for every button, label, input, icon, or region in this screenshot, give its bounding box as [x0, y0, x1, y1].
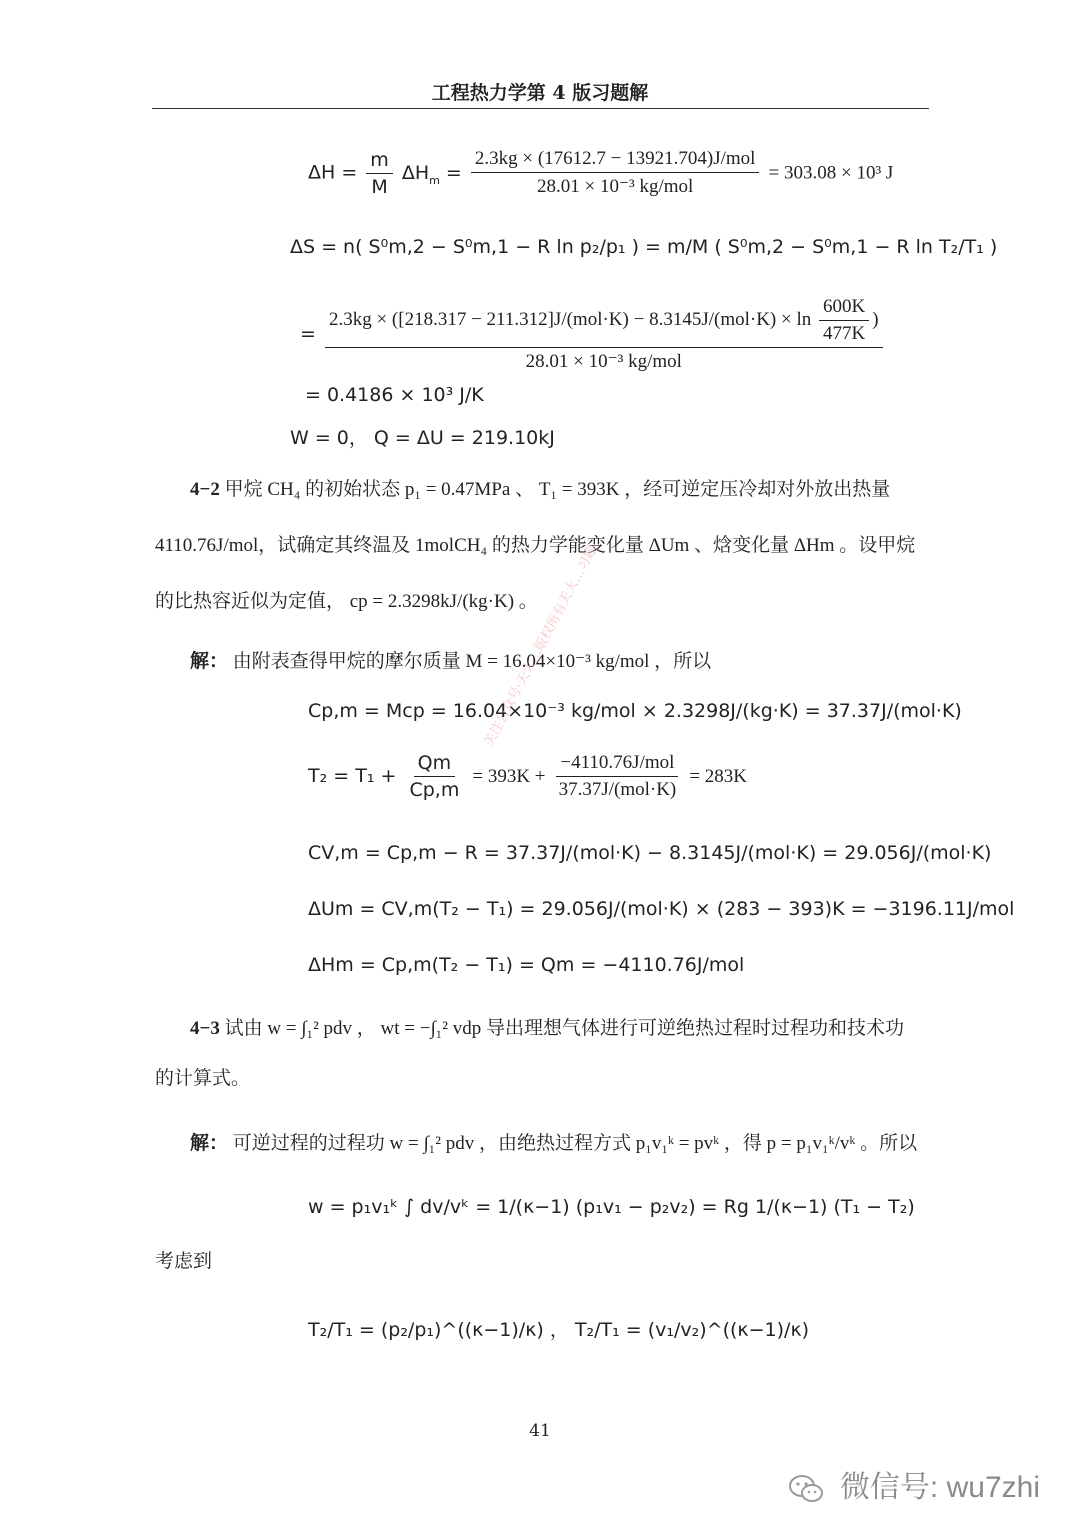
- eq-t2-cpm: Cp,m: [409, 779, 460, 801]
- equation-delta-s-line1: ΔS = n( S⁰m,2 − S⁰m,1 − R ln p₂/p₁ ) = m/M ( S⁰m,2 − S⁰m,1 − R ln T₂/T₁ ): [290, 236, 998, 258]
- eq-t2-qm: Qm: [414, 752, 455, 777]
- eq-dh-fraction: [471, 148, 760, 198]
- wechat-icon: [788, 1474, 824, 1504]
- eq-dh-numerator: 2.3kg × (17612.7 − 13921.704)J/mol: [471, 148, 760, 173]
- eq-dh-lhs: ΔH =: [308, 161, 358, 184]
- problem-4-3-line1: [190, 1013, 904, 1040]
- problem-4-2-text1: 甲烷 CH₄ 的初始状态 p₁ = 0.47MPa 、 T₁ = 393K ，经可逆定压冷却对外放出热量: [224, 479, 891, 500]
- problem-4-3-line2: 的计算式。: [155, 1068, 251, 1089]
- eq-delta-um: ΔUm = CV,m(T₂ − T₁) = 29.056J/(mol·K) × (283 − 393)K = −3196.11J/mol: [308, 898, 1015, 920]
- eq-ds-ln-den: 477K: [823, 323, 866, 344]
- eq-ds-result: = 0.4186 × 10³ J/K: [305, 384, 484, 406]
- eq-t2-lhs: T₂ = T₁ +: [308, 765, 397, 787]
- wechat-account-text: 微信号: wu7zhi: [839, 1471, 1040, 1504]
- wechat-watermark: [788, 1462, 1040, 1506]
- solution-4-3-text: 可逆过程的过程功 w = ∫₁² pdv ，由绝热过程方式 p₁v₁ᵏ = pvᵏ ，得 p = p₁v₁ᵏ/vᵏ 。所以: [232, 1133, 918, 1154]
- eq-temperature-ratio: T₂/T₁ = (p₂/p₁)^((κ−1)/κ) ， T₂/T₁ = (v₁/v₂)^((κ−1)/κ): [308, 1319, 810, 1341]
- eq-dh-denominator: 28.01 × 10⁻³ kg/mol: [537, 176, 694, 197]
- problem-4-2-line2: 4110.76J/mol，试确定其终温及 1molCH₄ 的热力学能变化量 ΔUm 、焓变化量 ΔHm 。设甲烷: [155, 535, 916, 556]
- problem-4-3-text1: 试由 w = ∫₁² pdv ， wt = −∫₁² vdp 导出理想气体进行可逆绝热过程时过程功和技术功: [224, 1018, 904, 1039]
- problem-4-2-line1: [190, 474, 890, 501]
- eq-ds-fraction: 2.3kg × ([218.317 − 211.312]J/(mol·K) − 8.3145J/(mol·K) × ln $\frac{600K}{477K}$ ) 28.01 × 10⁻³ kg/mol: [325, 296, 883, 373]
- solution-label: 解：: [190, 651, 229, 672]
- eq-w-adiabatic: w = p₁v₁ᵏ ∫ dv/vᵏ = 1/(κ−1) (p₁v₁ − p₂v₂) = Rg 1/(κ−1) (T₁ − T₂): [308, 1196, 915, 1218]
- equation-delta-h: ΔH = $\frac{m}{M}$ $\Delta H_m$ = $\frac{\text{2.3kg × (17612.7 − 13921.704)J/mol}}{\text{28.01 × 10⁻³ kg/mol}}$ = 303.08 × 10³ J: [308, 148, 894, 198]
- eq-delta-hm: ΔHm = Cp,m(T₂ − T₁) = Qm = −4110.76J/mol: [308, 954, 745, 976]
- eq-ds-denominator: 28.01 × 10⁻³ kg/mol: [525, 351, 682, 372]
- page-number: 41: [529, 1421, 551, 1441]
- eq-t2-result: = 283K: [689, 766, 747, 787]
- eq-dh-mass-fraction: $\frac{m}{M}$: [366, 149, 393, 198]
- solution-4-3-intro: [190, 1128, 917, 1155]
- consider-text: 考虑到: [155, 1251, 213, 1272]
- equation-delta-s-line2: = 2.3kg × ([218.317 − 211.312]J/(mol·K) − 8.3145J/(mol·K) × ln $\frac{600K}{477K}$ ) 28.01 × 10⁻³ kg/mol: [300, 296, 886, 373]
- solution-label-2: 解：: [190, 1133, 229, 1154]
- problem-4-2-line3: 的比热容近似为定值， cp = 2.3298kJ/(kg·K) 。: [155, 591, 538, 612]
- solution-4-2-intro: [190, 646, 711, 673]
- page-header-title: 工程热力学第 4 版习题解: [431, 82, 649, 104]
- eq-ds-numerator: 2.3kg × ([218.317 − 211.312]J/(mol·K) − 8.3145J/(mol·K) × ln: [328, 308, 812, 330]
- eq-ds-ln-num: 600K: [819, 296, 869, 321]
- solution-4-2-text: 由附表查得甲烷的摩尔质量 M = 16.04×10⁻³ kg/mol ，所以: [232, 651, 712, 672]
- eq-dh-result: = 303.08 × 10³ J: [768, 162, 894, 184]
- problem-4-3-number: 4−3: [190, 1018, 220, 1039]
- eq-w-q: W = 0， Q = ΔU = 219.10kJ: [290, 427, 555, 449]
- eq-t2-den: 37.37J/(mol·K): [558, 779, 677, 800]
- problem-4-2-number: 4−2: [190, 479, 220, 500]
- eq-cvm: CV,m = Cp,m − R = 37.37J/(mol·K) − 8.3145J/(mol·K) = 29.056J/(mol·K): [308, 842, 992, 864]
- watermark-stamp: 关注公众号·天大…版权所有天大…习题: [481, 543, 601, 749]
- eq-cpm: Cp,m = Mcp = 16.04×10⁻³ kg/mol × 2.3298J/(kg·K) = 37.37J/(mol·K): [308, 700, 962, 722]
- header-rule: [152, 108, 929, 109]
- eq-t2-num: −4110.76J/mol: [556, 752, 678, 777]
- eq-t2-mid: = 393K +: [472, 766, 546, 787]
- eq-t2: [308, 752, 747, 801]
